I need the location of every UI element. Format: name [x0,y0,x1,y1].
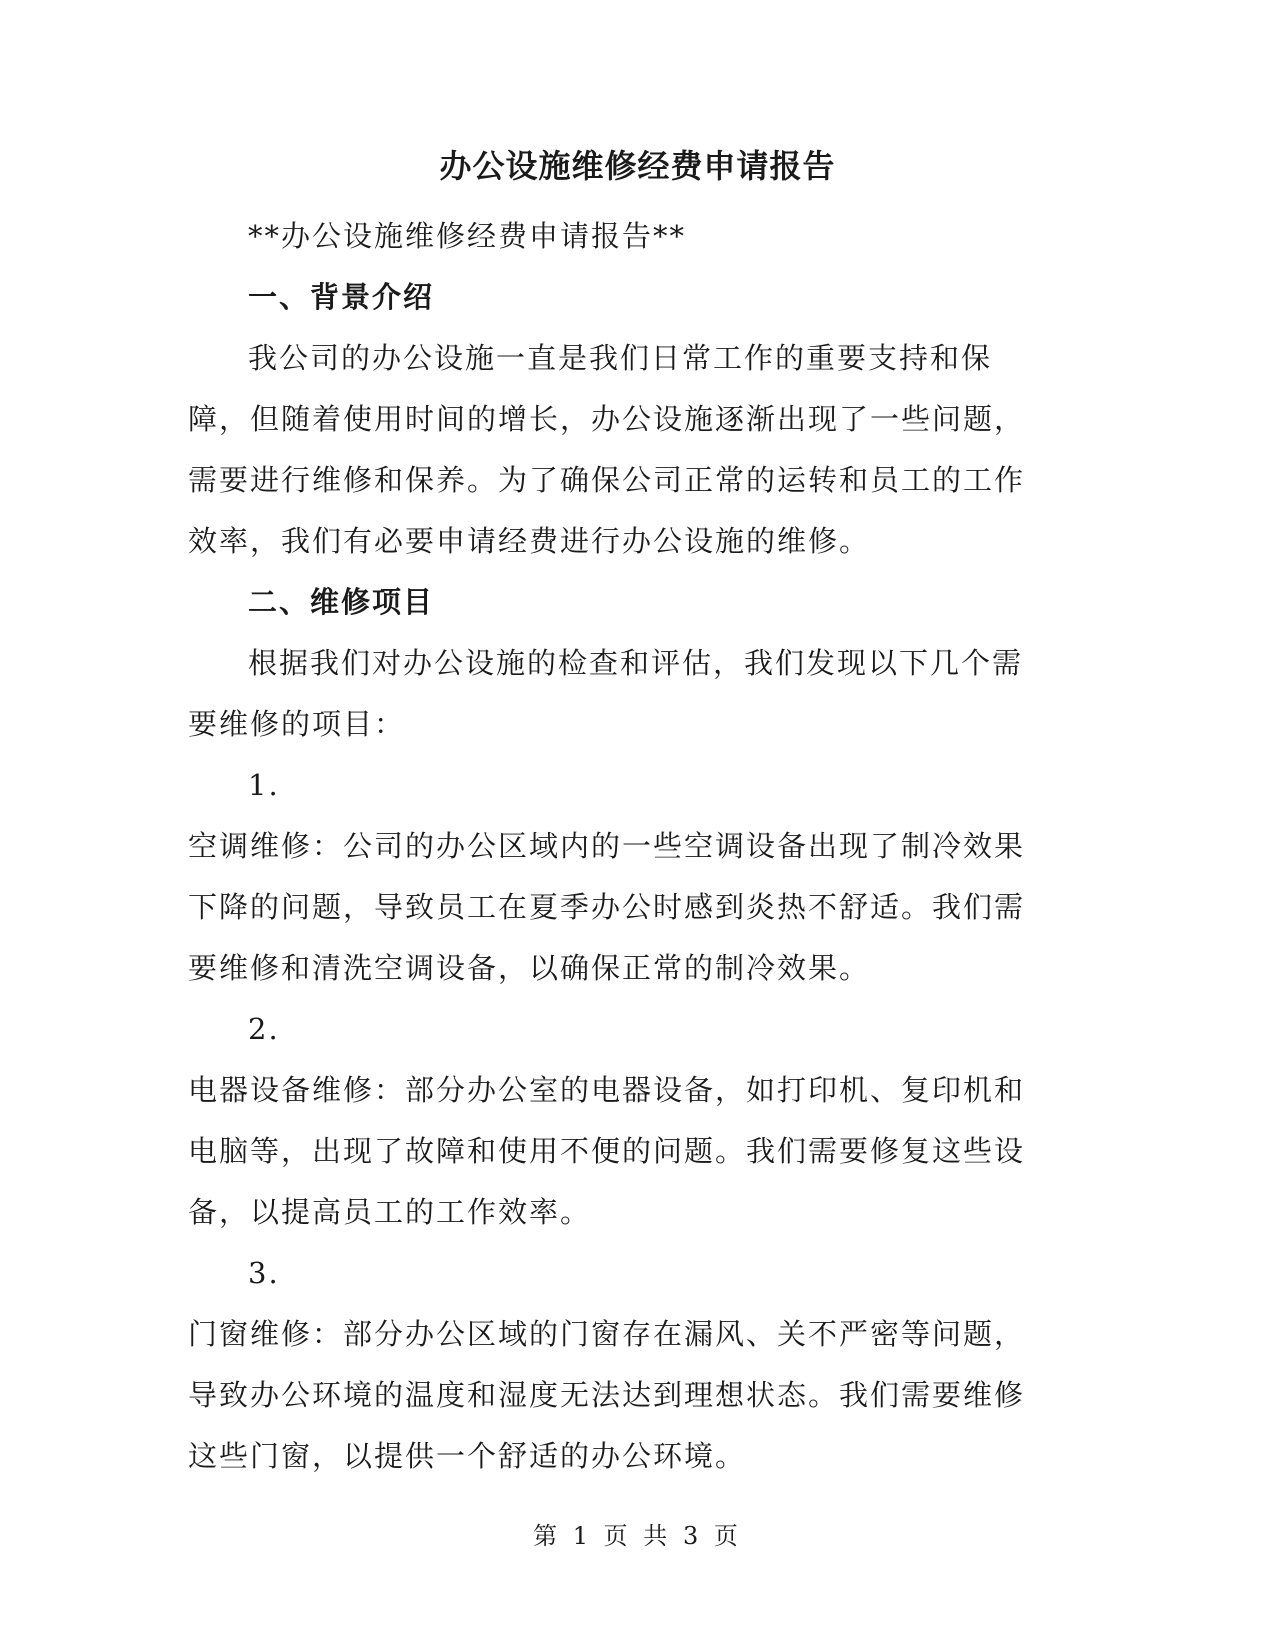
list-item-number: 1. [248,768,280,802]
section-paragraph-repair-items: 根据我们对办公设施的检查和评估，我们发现以下几个需要维修的项目： [188,646,1024,741]
document-body [188,206,1048,1487]
list-item-number: 3. [248,1256,280,1290]
list-item-text: 电器设备维修：部分办公室的电器设备，如打印机、复印机和电脑等，出现了故障和使用不便的问题。我们需要修复这些设备，以提高员工的工作效率。 [188,1073,1026,1229]
list-item-text: 门窗维修：部分办公区域的门窗存在漏风、关不严密等问题，导致办公环境的温度和湿度无法达到理想状态。我们需要维修这些门窗，以提供一个舒适的办公环境。 [188,1317,1026,1473]
section-heading-repair-items: 二、维修项目 [248,585,435,619]
page-footer: 第 1 页 共 3 页 [533,1522,742,1550]
list-item-number: 2. [248,1012,280,1046]
document-title: 办公设施维修经费申请报告 [439,147,836,185]
section-paragraph-background: 我公司的办公设施一直是我们日常工作的重要支持和保障，但随着使用时间的增长，办公设施逐渐出现了一些问题，需要进行维修和保养。为了确保公司正常的运转和员工的工作效率，我们有必要申请经费进行办公设施的维修。 [188,341,1026,558]
section-heading-background: 一、背景介绍 [248,280,435,314]
document-subtitle: **办公设施维修经费申请报告** [248,219,687,253]
list-item-text: 空调维修：公司的办公区域内的一些空调设备出现了制冷效果下降的问题，导致员工在夏季办公时感到炎热不舒适。我们需要维修和清洗空调设备，以确保正常的制冷效果。 [188,829,1026,985]
